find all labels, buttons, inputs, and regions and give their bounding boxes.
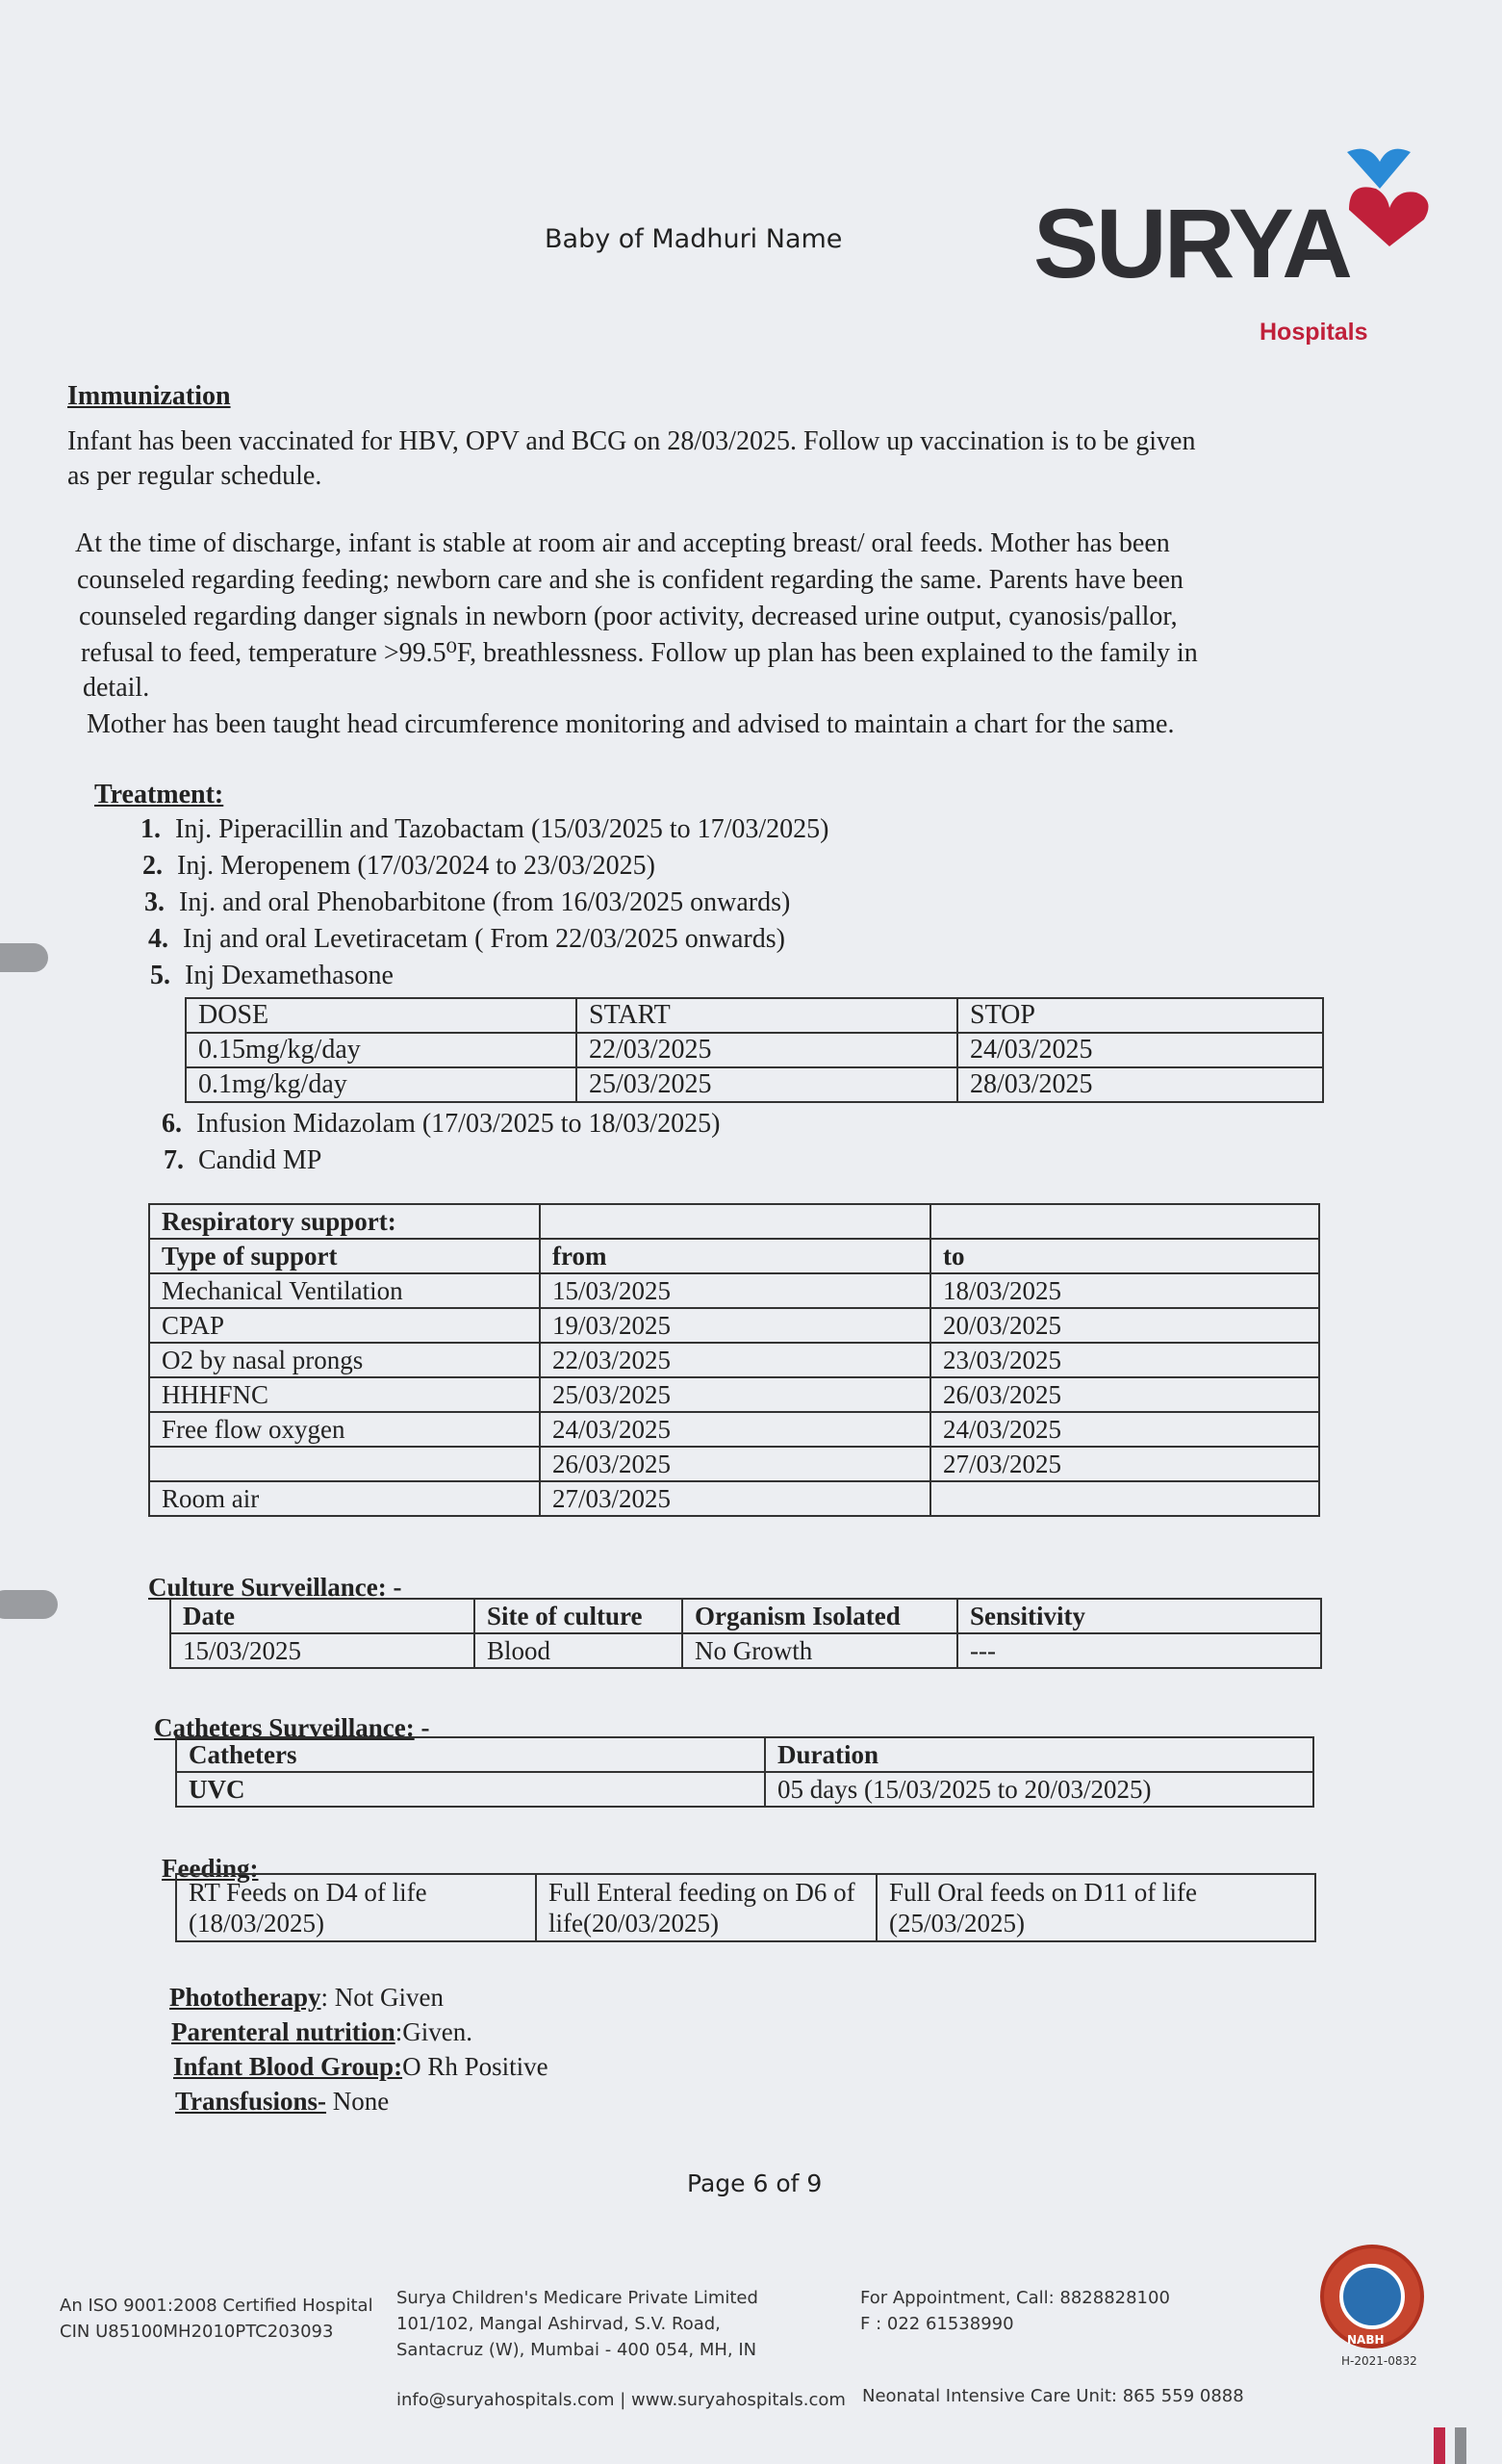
table-cell (149, 1447, 540, 1481)
treatment-item (164, 1145, 321, 1176)
cell-line: Full Oral feeds on D11 of life (889, 1878, 1197, 1907)
catheters-table (175, 1736, 1314, 1808)
footer-line: Surya Children's Medicare Private Limited (396, 2288, 758, 2308)
item-text: Inj and oral Levetiracetam ( From 22/03/2025 onwards) (183, 924, 785, 954)
item-text: Inj. Meropenem (17/03/2024 to 23/03/2025) (177, 851, 655, 881)
table-cell (176, 1874, 536, 1941)
treatment-item (140, 814, 829, 845)
respiratory-support-table (148, 1203, 1320, 1517)
table-cell: 28/03/2025 (957, 1067, 1323, 1102)
table-row (149, 1447, 1319, 1481)
surya-logo-wordmark: SURYA (1033, 189, 1350, 298)
table-header-cell: Type of support (149, 1239, 540, 1273)
heading-suffix: - (414, 1713, 430, 1742)
binder-ring (0, 943, 48, 972)
table-row (149, 1412, 1319, 1447)
discharge-line: refusal to feed, temperature >99.5⁰F, breathlessness. Follow up plan has been explained to the family in (81, 638, 1198, 668)
heart-logo-icon (1339, 142, 1436, 248)
table-cell (877, 1874, 1315, 1941)
item-text: Infusion Midazolam (17/03/2025 to 18/03/2025) (196, 1109, 721, 1139)
misc-value: :Given. (395, 2017, 472, 2046)
table-cell (536, 1874, 877, 1941)
footer-line: CIN U85100MH2010PTC203093 (60, 2322, 334, 2342)
footer-col-3 (860, 2285, 1170, 2337)
table-cell: 15/03/2025 (540, 1273, 930, 1308)
item-number: 2. (142, 851, 163, 881)
footer-col-2 (396, 2285, 758, 2363)
table-cell: --- (957, 1633, 1321, 1668)
table-cell: 0.1mg/kg/day (186, 1067, 576, 1102)
table-cell: 19/03/2025 (540, 1308, 930, 1343)
footer-col-1 (60, 2293, 373, 2345)
table-header-cell: Site of culture (474, 1599, 682, 1633)
table-row (186, 1033, 1323, 1067)
misc-value: : Not Given (320, 1983, 444, 2012)
corner-mark (1455, 2427, 1466, 2464)
table-cell: 26/03/2025 (540, 1447, 930, 1481)
discharge-line: detail. (83, 673, 150, 703)
table-cell: O2 by nasal prongs (149, 1343, 540, 1377)
table-cell: 27/03/2025 (540, 1481, 930, 1516)
item-number: 3. (144, 887, 165, 917)
logo-subtitle: Hospitals (1260, 319, 1368, 346)
table-header-row (170, 1599, 1321, 1633)
item-text: Inj. and oral Phenobarbitone (from 16/03/2025 onwards) (179, 887, 791, 917)
misc-value: O Rh Positive (402, 2052, 548, 2081)
table-header-row (176, 1737, 1313, 1772)
misc-label: Parenteral nutrition (171, 2017, 395, 2046)
misc-label: Infant Blood Group: (173, 2052, 403, 2081)
table-cell: Blood (474, 1633, 682, 1668)
page-number: Page 6 of 9 (687, 2169, 823, 2197)
item-text: Inj Dexamethasone (185, 961, 394, 990)
cell-line: (18/03/2025) (189, 1909, 324, 1938)
table-cell (540, 1204, 930, 1239)
footer-nicu: Neonatal Intensive Care Unit: 865 559 0888 (862, 2386, 1244, 2406)
treatment-item (150, 961, 394, 991)
cell-line: Full Enteral feeding on D6 of (548, 1878, 855, 1907)
heading-suffix: - (386, 1573, 402, 1602)
misc-label: Transfusions- (175, 2087, 327, 2116)
immunization-heading: Immunization (67, 381, 231, 411)
footer-line: F : 022 61538990 (860, 2314, 1014, 2334)
culture-table (169, 1598, 1322, 1669)
discharge-line: counseled regarding feeding; newborn care and she is confident regarding the same. Parents have been (77, 565, 1184, 595)
table-header-cell: DOSE (186, 998, 576, 1033)
misc-line (169, 1983, 444, 2013)
table-cell: Free flow oxygen (149, 1412, 540, 1447)
discharge-line: At the time of discharge, infant is stable at room air and accepting breast/ oral feeds. Mother has been (75, 528, 1170, 558)
table-cell (930, 1481, 1319, 1516)
feeding-heading: Feeding: (162, 1854, 259, 1883)
treatment-item (144, 887, 790, 918)
table-row (149, 1343, 1319, 1377)
table-row (149, 1308, 1319, 1343)
treatment-item (148, 924, 785, 955)
item-number: 6. (162, 1109, 182, 1139)
immunization-line: as per regular schedule. (67, 461, 322, 491)
table-cell: 24/03/2025 (540, 1412, 930, 1447)
misc-value: None (326, 2087, 390, 2116)
table-cell: UVC (176, 1772, 765, 1807)
table-cell: 25/03/2025 (576, 1067, 957, 1102)
table-cell: HHHFNC (149, 1377, 540, 1412)
table-row (170, 1633, 1321, 1668)
table-header-row (186, 998, 1323, 1033)
nabh-code: H-2021-0832 (1341, 2354, 1417, 2368)
table-cell: No Growth (682, 1633, 957, 1668)
item-number: 1. (140, 814, 161, 844)
catheters-heading: Catheters Surveillance: (154, 1713, 415, 1742)
table-cell: 05 days (15/03/2025 to 20/03/2025) (765, 1772, 1313, 1807)
footer-line: For Appointment, Call: 8828828100 (860, 2288, 1170, 2308)
table-header-cell: STOP (957, 998, 1323, 1033)
table-cell: 15/03/2025 (170, 1633, 474, 1668)
binder-ring (0, 1590, 58, 1619)
table-header-cell: Duration (765, 1737, 1313, 1772)
nabh-seal-text: NABH (1347, 2333, 1385, 2347)
corner-mark (1434, 2427, 1445, 2464)
table-cell: Mechanical Ventilation (149, 1273, 540, 1308)
discharge-line: Mother has been taught head circumference monitoring and advised to maintain a chart for the same. (87, 709, 1175, 739)
immunization-line: Infant has been vaccinated for HBV, OPV and BCG on 28/03/2025. Follow up vaccination is to be given (67, 426, 1196, 456)
patient-name: Baby of Madhuri Name (545, 224, 843, 254)
table-header-cell: START (576, 998, 957, 1033)
table-header-cell: to (930, 1239, 1319, 1273)
table-row (149, 1481, 1319, 1516)
table-header-cell: Sensitivity (957, 1599, 1321, 1633)
cell-line: (25/03/2025) (889, 1909, 1025, 1938)
item-text: Candid MP (198, 1145, 322, 1175)
footer-line: 101/102, Mangal Ashirvad, S.V. Road, (396, 2314, 721, 2334)
table-cell: 24/03/2025 (930, 1412, 1319, 1447)
table-cell: 24/03/2025 (957, 1033, 1323, 1067)
item-number: 7. (164, 1145, 184, 1175)
item-text: Inj. Piperacillin and Tazobactam (15/03/2025 to 17/03/2025) (175, 814, 829, 844)
misc-label: Phototherapy (169, 1983, 321, 2012)
table-cell: 20/03/2025 (930, 1308, 1319, 1343)
table-cell: 0.15mg/kg/day (186, 1033, 576, 1067)
misc-line (171, 2017, 472, 2047)
table-cell (930, 1204, 1319, 1239)
treatment-item (142, 851, 655, 882)
footer-line: Santacruz (W), Mumbai - 400 054, MH, IN (396, 2340, 757, 2360)
table-cell: 22/03/2025 (540, 1343, 930, 1377)
dexamethasone-table (185, 997, 1324, 1103)
cell-line: RT Feeds on D4 of life (189, 1878, 427, 1907)
table-row (149, 1377, 1319, 1412)
culture-heading: Culture Surveillance: (148, 1573, 387, 1602)
treatment-item (162, 1109, 720, 1140)
table-header-cell: Catheters (176, 1737, 765, 1772)
table-row (176, 1874, 1315, 1941)
footer-line: An ISO 9001:2008 Certified Hospital (60, 2296, 373, 2316)
table-cell: 18/03/2025 (930, 1273, 1319, 1308)
table-title: Respiratory support: (149, 1204, 540, 1239)
cell-line: life(20/03/2025) (548, 1909, 719, 1938)
item-number: 5. (150, 961, 170, 990)
nabh-seal-center (1339, 2264, 1405, 2329)
feeding-table (175, 1873, 1316, 1942)
table-cell: 22/03/2025 (576, 1033, 957, 1067)
table-cell: Room air (149, 1481, 540, 1516)
table-cell: 26/03/2025 (930, 1377, 1319, 1412)
table-header-row (149, 1239, 1319, 1273)
misc-line (173, 2052, 548, 2082)
misc-line (175, 2087, 389, 2117)
table-row (149, 1273, 1319, 1308)
footer-web: info@suryahospitals.com | www.suryahospitals.com (396, 2390, 846, 2410)
table-cell: 27/03/2025 (930, 1447, 1319, 1481)
table-cell: CPAP (149, 1308, 540, 1343)
table-cell: 25/03/2025 (540, 1377, 930, 1412)
table-header-cell: Date (170, 1599, 474, 1633)
table-row (186, 1067, 1323, 1102)
treatment-heading: Treatment: (94, 780, 224, 809)
discharge-line: counseled regarding danger signals in newborn (poor activity, decreased urine output, cyanosis/pallor, (79, 602, 1178, 631)
table-title-row (149, 1204, 1319, 1239)
table-header-cell: Organism Isolated (682, 1599, 957, 1633)
table-cell: 23/03/2025 (930, 1343, 1319, 1377)
item-number: 4. (148, 924, 168, 954)
table-header-cell: from (540, 1239, 930, 1273)
table-row (176, 1772, 1313, 1807)
